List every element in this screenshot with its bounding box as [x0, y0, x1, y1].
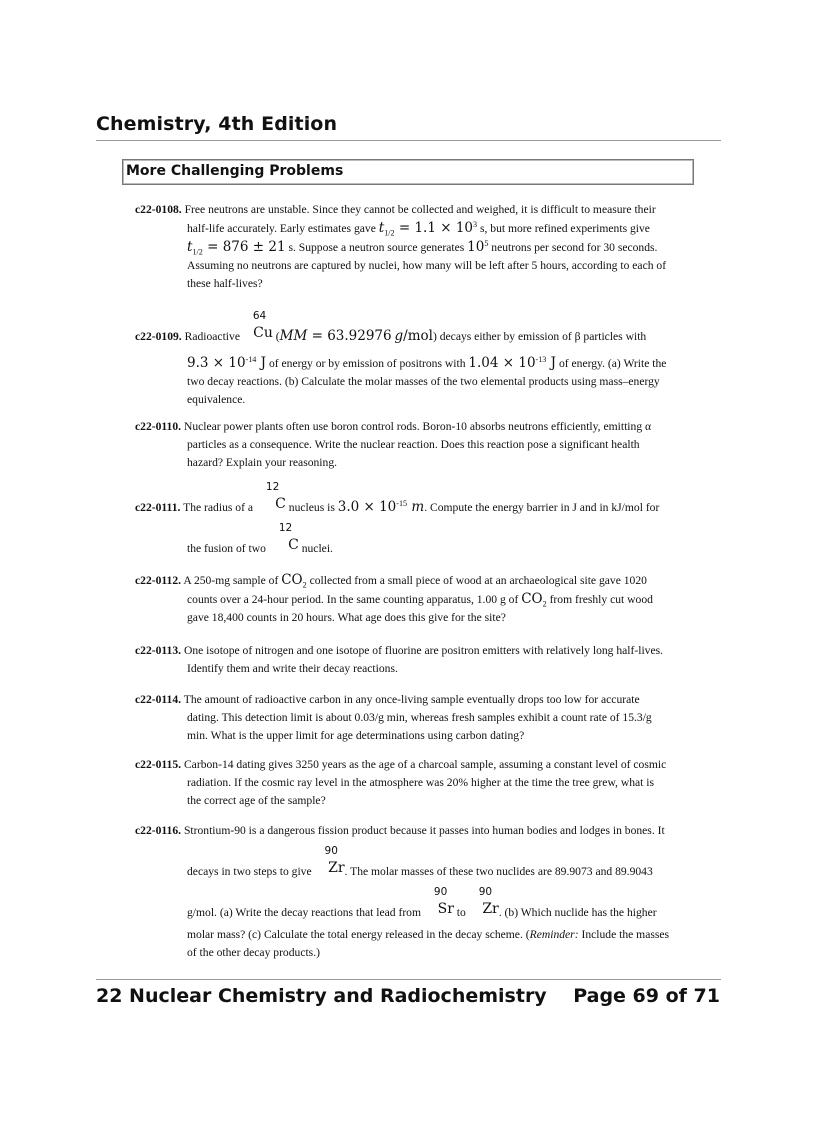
problem-text: g/mol. (a) Write the decay reactions that lead from	[187, 906, 421, 919]
problem-text: neutrons per second for 30 seconds.	[488, 241, 658, 254]
nuclide-zr-90	[469, 886, 499, 917]
page-number: Page 69 of 71	[573, 985, 720, 1007]
reminder-label: Reminder:	[529, 928, 579, 941]
problem-text: Assuming no neutrons are captured by nuclei, how many will be left after 5 hours, according to each of	[187, 259, 667, 272]
math-expression: 1.04 × 10	[468, 355, 536, 371]
problem-text: Strontium-90 is a dangerous fission product because it passes into human bodies and lodges in bones. It	[183, 824, 665, 837]
math-subscript: 1/2	[384, 228, 395, 238]
element-symbol: C	[288, 537, 299, 553]
problem-text: Nuclear power plants often use boron control rods. Boron-10 absorbs neutrons efficiently, emitting α	[183, 420, 652, 433]
problem-c22-0115	[135, 756, 690, 810]
problem-text: two decay reactions. (b) Calculate the molar masses of the two elemental products using mass–energy	[187, 375, 660, 388]
math-expression: MM	[279, 328, 308, 344]
problem-text: . Compute the energy barrier in J and in kJ/mol for	[424, 501, 660, 514]
mass-number: 90	[433, 886, 448, 898]
problem-text: of the other decay products.)	[187, 946, 320, 959]
problem-text: molar mass? (c) Calculate the total energy released in the decay scheme. (	[187, 928, 530, 941]
mass-number: 12	[278, 522, 293, 534]
math-expression: J	[546, 355, 557, 371]
math-subscript: 2	[542, 599, 547, 609]
mass-number: 64	[252, 310, 267, 322]
problem-text: of energy or by emission of positrons with	[266, 357, 469, 370]
problem-id: c22-0110.	[135, 420, 182, 433]
problem-c22-0114	[135, 691, 690, 745]
half-life-symbol: t	[378, 220, 385, 236]
problem-text: equivalence.	[187, 393, 246, 406]
math-expression: = 1.1 × 10	[394, 220, 473, 236]
problem-text: particles as a consequence. Write the nuclear reaction. Does this reaction pose a significant health	[187, 438, 640, 451]
problem-text: radiation. If the cosmic ray level in the atmosphere was 20% higher at the time the tree grew, what is	[187, 776, 655, 789]
problem-id: c22-0111.	[135, 501, 181, 514]
chemical-formula: CO	[281, 572, 303, 588]
element-symbol: Cu	[253, 325, 273, 341]
section-header-box	[122, 159, 694, 185]
nuclide-c-12	[269, 522, 299, 553]
problem-id: c22-0115.	[135, 758, 182, 771]
problem-c22-0111	[135, 481, 690, 558]
math-expression: 10	[467, 239, 485, 255]
footer-divider	[96, 979, 721, 980]
problem-text: nucleus is	[285, 501, 338, 514]
problem-text: decays in two steps to give	[187, 865, 312, 878]
math-superscript: -14	[245, 355, 257, 365]
problem-text: nuclei.	[298, 542, 333, 555]
problem-c22-0116	[135, 822, 690, 962]
chemical-formula: CO	[521, 591, 543, 607]
problem-text: Free neutrons are unstable. Since they cannot be collected and weighed, it is difficult to measure their	[184, 203, 656, 216]
nuclide-sr-90	[424, 886, 454, 917]
problem-text: the fusion of two	[187, 542, 266, 555]
problem-text: s, but more refined experiments give	[477, 222, 650, 235]
element-symbol: Sr	[437, 901, 454, 917]
problem-text: hazard? Explain your reasoning.	[187, 456, 338, 469]
nuclide-c-12	[256, 481, 286, 512]
math-superscript: -15	[396, 499, 408, 509]
element-symbol: C	[275, 496, 286, 512]
mass-number: 90	[324, 845, 338, 857]
problem-c22-0113	[135, 642, 690, 678]
math-expression: = 63.92976	[307, 328, 392, 344]
problem-text: s. Suppose a neutron source generates	[285, 241, 468, 254]
problem-c22-0112	[135, 571, 690, 627]
section-title: More Challenging Problems	[126, 163, 344, 179]
mass-number: 90	[478, 886, 493, 898]
header-divider	[96, 140, 721, 141]
problem-text: Carbon-14 dating gives 3250 years as the age of a charcoal sample, assuming a constant level of cosmic	[183, 758, 667, 771]
problem-text: The amount of radioactive carbon in any once-living sample eventually drops too low for accurate	[183, 693, 640, 706]
problem-text: dating. This detection limit is about 0.03/g min, whereas fresh samples exhibit a count rate of 15.3/g	[187, 711, 652, 724]
problem-text: gave 18,400 counts in 20 hours. What age does this give for the site?	[187, 611, 506, 624]
problem-id: c22-0112.	[135, 574, 182, 587]
problem-text: Radioactive	[184, 330, 240, 343]
math-expression: m	[407, 499, 425, 515]
problem-text: the correct age of the sample?	[187, 794, 326, 807]
math-subscript: 2	[302, 580, 307, 590]
chapter-title: 22 Nuclear Chemistry and Radiochemistry	[96, 985, 547, 1007]
math-expression: J	[256, 355, 267, 371]
problem-text: The radius of a	[183, 501, 253, 514]
problem-id: c22-0116.	[135, 824, 182, 837]
problem-c22-0108	[135, 201, 690, 293]
problem-id: c22-0113.	[135, 644, 182, 657]
book-title: Chemistry, 4th Edition	[96, 113, 338, 135]
problem-text: to	[453, 906, 466, 919]
problem-text: Identify them and write their decay reactions.	[187, 662, 398, 675]
problem-text: half-life accurately. Early estimates gave	[187, 222, 376, 235]
math-superscript: 5	[484, 239, 489, 249]
problem-text: collected from a small piece of wood at an archaeological site gave 1020	[306, 574, 647, 587]
mass-number: 12	[265, 481, 280, 493]
problem-text: One isotope of nitrogen and one isotope of fluorine are positron emitters with relatively long half-lives.	[183, 644, 664, 657]
problem-text: ) decays either by emission of β particles with	[432, 330, 647, 343]
math-superscript: -13	[535, 355, 547, 365]
problem-text: from freshly cut wood	[546, 593, 653, 606]
math-subscript: 1/2	[192, 247, 203, 257]
problem-id: c22-0114.	[135, 693, 182, 706]
problem-c22-0109	[135, 310, 690, 409]
half-life-symbol: t	[187, 239, 193, 255]
math-expression: 3.0 × 10	[337, 499, 397, 515]
problem-text: min. What is the upper limit for age determinations using carbon dating?	[187, 729, 525, 742]
nuclide-zr-90	[315, 845, 345, 876]
problem-text: . The molar masses of these two nuclides are 89.9073 and 89.9043	[344, 865, 653, 878]
element-symbol: Zr	[328, 860, 345, 876]
problem-text: these half-lives?	[187, 277, 263, 290]
problem-text: A 250-mg sample of	[183, 574, 282, 587]
element-symbol: Zr	[482, 901, 499, 917]
problem-text: . (b) Which nuclide has the higher	[498, 906, 657, 919]
math-expression: /mol	[403, 328, 433, 344]
nuclide-cu-64	[243, 310, 273, 341]
math-superscript: 3	[473, 220, 478, 230]
problem-text: (	[272, 330, 280, 343]
problem-id: c22-0108.	[135, 203, 182, 216]
problem-c22-0110	[135, 418, 690, 472]
problem-text: of energy. (a) Write the	[556, 357, 667, 370]
problem-id: c22-0109.	[135, 330, 182, 343]
math-expression: 9.3 × 10	[187, 355, 246, 371]
math-expression: g	[394, 328, 404, 344]
problem-text: Include the masses	[578, 928, 670, 941]
math-expression: = 876 ± 21	[202, 239, 286, 255]
problem-text: counts over a 24-hour period. In the same counting apparatus, 1.00 g of	[187, 593, 522, 606]
